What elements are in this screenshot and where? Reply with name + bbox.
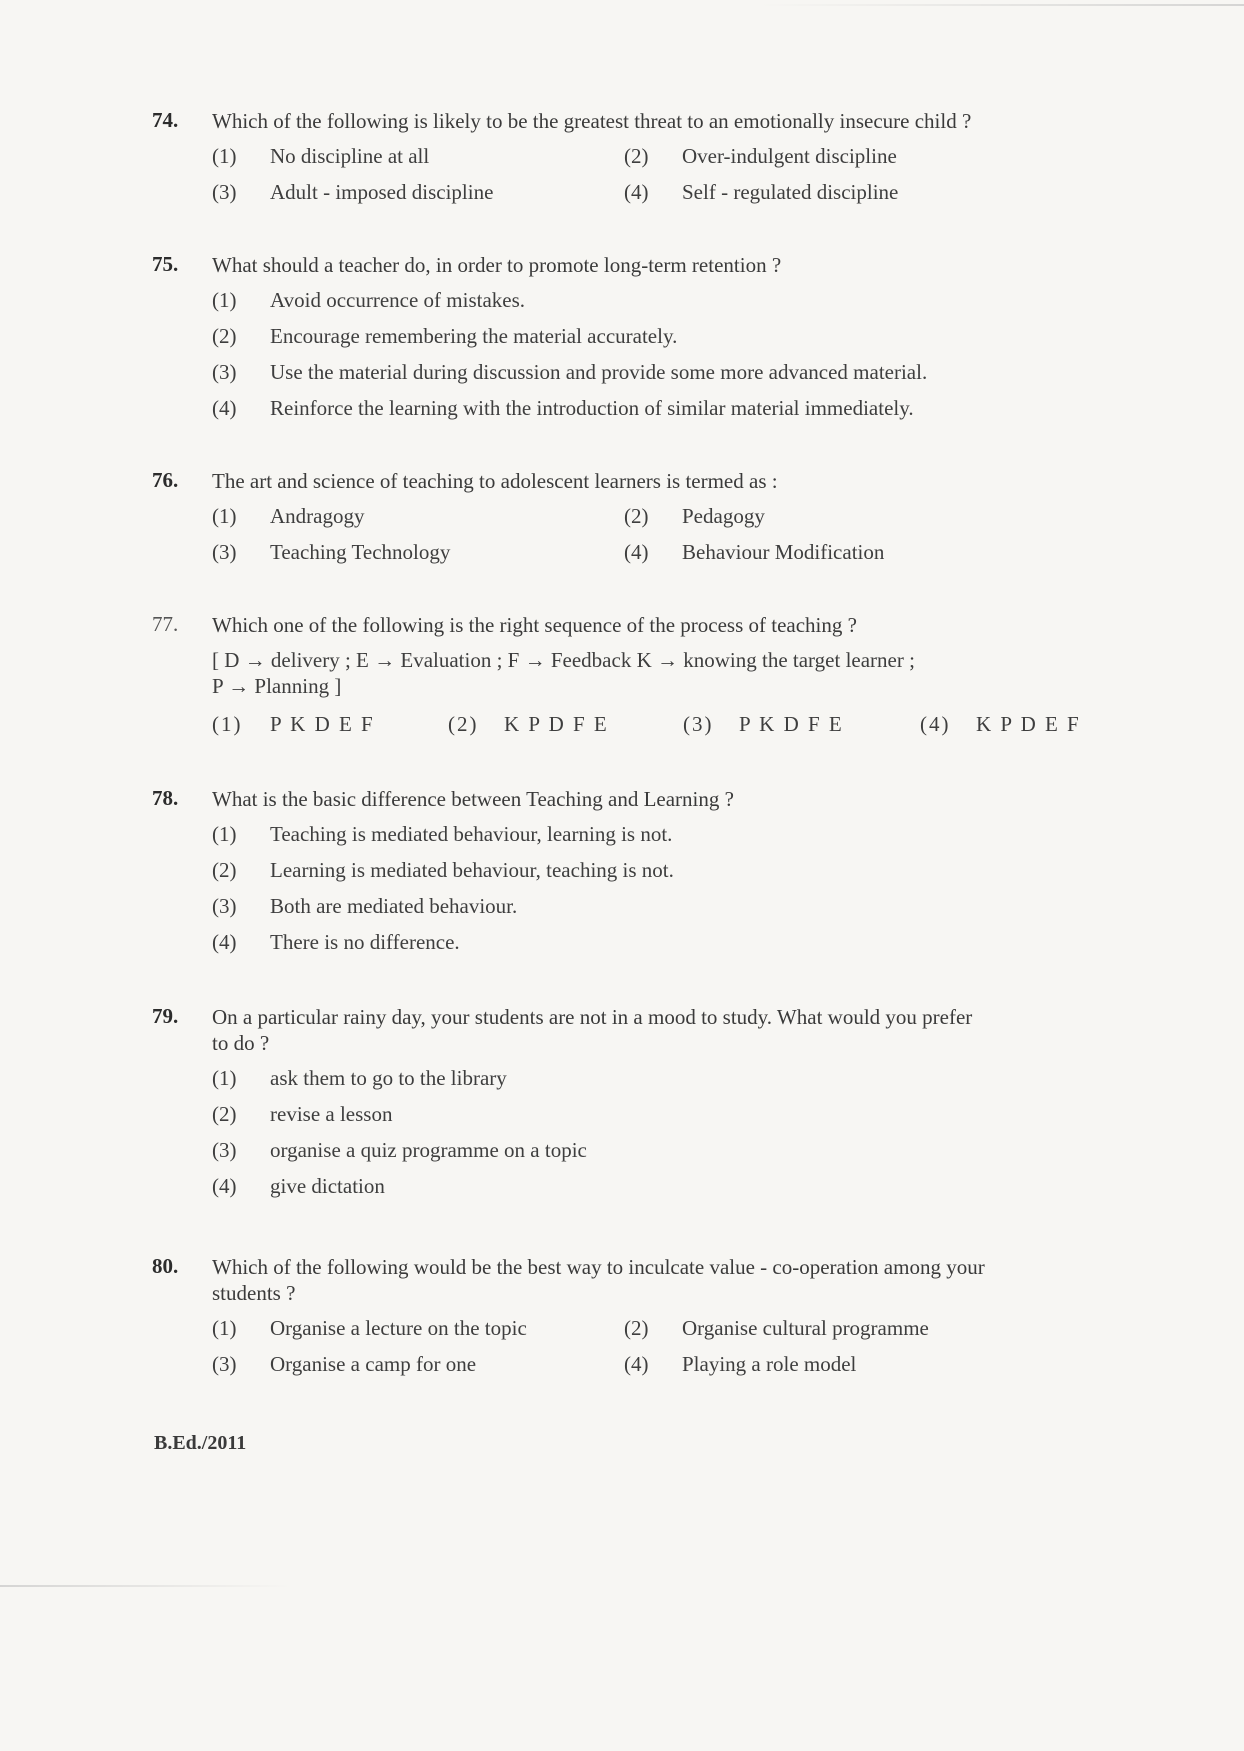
option-number: (1) bbox=[212, 144, 237, 168]
option-number: (2) bbox=[212, 858, 237, 882]
option-text: Playing a role model bbox=[682, 1352, 857, 1376]
option-number: (2) bbox=[624, 144, 649, 168]
legend-line-2: P → Planning ] bbox=[212, 674, 342, 698]
option-4 bbox=[212, 930, 460, 955]
option-number: (2) bbox=[624, 504, 649, 528]
option-4 bbox=[624, 1352, 856, 1377]
option-text: No discipline at all bbox=[270, 144, 430, 168]
option-number: (4) bbox=[212, 1174, 237, 1198]
option-text: Organise a lecture on the topic bbox=[270, 1316, 527, 1340]
question-text: What should a teacher do, in order to promote long-term retention ? bbox=[212, 253, 782, 277]
option-text: Teaching Technology bbox=[270, 540, 451, 564]
option-2 bbox=[212, 1102, 392, 1127]
question-number: 75. bbox=[152, 252, 179, 276]
option-3 bbox=[212, 1138, 587, 1163]
option-number: (3) bbox=[212, 1352, 237, 1376]
option-number: (4) bbox=[212, 930, 237, 954]
option-1 bbox=[212, 712, 375, 737]
option-number: (3) bbox=[212, 1138, 237, 1162]
option-3 bbox=[212, 180, 493, 205]
option-number: (3) bbox=[212, 894, 237, 918]
question-number: 77. bbox=[152, 612, 179, 636]
question-text: Which one of the following is the right sequence of the process of teaching ? bbox=[212, 613, 857, 637]
option-number: (4) bbox=[624, 1352, 649, 1376]
option-number: (2) bbox=[448, 712, 479, 736]
option-text: Organise cultural programme bbox=[682, 1316, 929, 1340]
option-text: Behaviour Modification bbox=[682, 540, 885, 564]
option-number: (1) bbox=[212, 504, 237, 528]
option-4 bbox=[624, 180, 898, 205]
option-text: Both are mediated behaviour. bbox=[270, 894, 518, 918]
option-text: P K D E F bbox=[270, 712, 375, 736]
option-1 bbox=[212, 822, 672, 847]
option-4 bbox=[212, 1174, 385, 1199]
option-number: (1) bbox=[212, 288, 237, 312]
option-number: (2) bbox=[624, 1316, 649, 1340]
option-1 bbox=[212, 504, 364, 529]
option-number: (1) bbox=[212, 712, 243, 736]
option-2 bbox=[624, 1316, 929, 1341]
option-2 bbox=[448, 712, 609, 737]
option-2 bbox=[212, 858, 674, 883]
question-text: Which of the following is likely to be the greatest threat to an emotionally insecure child ? bbox=[212, 109, 972, 133]
option-number: (1) bbox=[212, 1316, 237, 1340]
option-3 bbox=[212, 1352, 476, 1377]
option-number: (4) bbox=[920, 712, 951, 736]
question-number: 80. bbox=[152, 1254, 179, 1278]
question-number: 74. bbox=[152, 108, 179, 132]
question-text: The art and science of teaching to adolescent learners is termed as : bbox=[212, 469, 778, 493]
option-1 bbox=[212, 144, 429, 169]
option-text: give dictation bbox=[270, 1174, 385, 1198]
option-4 bbox=[920, 712, 1081, 737]
scan-artifact-bottom bbox=[0, 1585, 290, 1587]
question-text: What is the basic difference between Teaching and Learning ? bbox=[212, 787, 734, 811]
question-number: 78. bbox=[152, 786, 179, 810]
option-number: (4) bbox=[624, 180, 649, 204]
option-text: Reinforce the learning with the introduction of similar material immediately. bbox=[270, 396, 914, 420]
question-text-line-1: Which of the following would be the best way to inculcate value - co-operation among your bbox=[212, 1255, 985, 1279]
option-text: K P D F E bbox=[504, 712, 609, 736]
option-number: (3) bbox=[683, 712, 714, 736]
option-text: P K D F E bbox=[739, 712, 844, 736]
option-1 bbox=[212, 1316, 527, 1341]
option-text: Andragogy bbox=[270, 504, 365, 528]
option-number: (3) bbox=[212, 540, 237, 564]
option-text: organise a quiz programme on a topic bbox=[270, 1138, 587, 1162]
option-3 bbox=[212, 360, 927, 385]
option-text: Use the material during discussion and provide some more advanced material. bbox=[270, 360, 928, 384]
option-1 bbox=[212, 1066, 507, 1091]
option-2 bbox=[624, 504, 765, 529]
option-text: Organise a camp for one bbox=[270, 1352, 477, 1376]
option-2 bbox=[624, 144, 897, 169]
question-text-line-1: On a particular rainy day, your students are not in a mood to study. What would you prefer bbox=[212, 1005, 973, 1029]
option-4 bbox=[624, 540, 884, 565]
option-text: Over-indulgent discipline bbox=[682, 144, 897, 168]
option-number: (3) bbox=[212, 360, 237, 384]
legend-line-1: [ D → delivery ; E → Evaluation ; F → Feedback K → knowing the target learner ; bbox=[212, 648, 915, 672]
option-number: (1) bbox=[212, 822, 237, 846]
option-3 bbox=[212, 894, 517, 919]
option-number: (4) bbox=[212, 396, 237, 420]
option-text: Learning is mediated behaviour, teaching is not. bbox=[270, 858, 674, 882]
option-text: revise a lesson bbox=[270, 1102, 393, 1126]
page-footer: B.Ed./2011 bbox=[154, 1432, 247, 1454]
option-number: (2) bbox=[212, 1102, 237, 1126]
option-text: ask them to go to the library bbox=[270, 1066, 507, 1090]
option-number: (2) bbox=[212, 324, 237, 348]
option-4 bbox=[212, 396, 914, 421]
option-text: Avoid occurrence of mistakes. bbox=[270, 288, 526, 312]
question-number: 76. bbox=[152, 468, 179, 492]
question-text-line-2: students ? bbox=[212, 1281, 296, 1305]
option-text: Pedagogy bbox=[682, 504, 765, 528]
option-number: (1) bbox=[212, 1066, 237, 1090]
option-text: There is no difference. bbox=[270, 930, 460, 954]
option-text: Adult - imposed discipline bbox=[270, 180, 494, 204]
option-text: Encourage remembering the material accurately. bbox=[270, 324, 678, 348]
option-2 bbox=[212, 324, 677, 349]
option-text: Teaching is mediated behaviour, learning is not. bbox=[270, 822, 673, 846]
scan-artifact-top bbox=[760, 4, 1244, 6]
option-3 bbox=[212, 540, 450, 565]
option-number: (3) bbox=[212, 180, 237, 204]
question-number: 79. bbox=[152, 1004, 179, 1028]
option-1 bbox=[212, 288, 525, 313]
option-text: Self - regulated discipline bbox=[682, 180, 899, 204]
option-text: K P D E F bbox=[976, 712, 1081, 736]
question-text-line-2: to do ? bbox=[212, 1031, 270, 1055]
option-number: (4) bbox=[624, 540, 649, 564]
option-3 bbox=[683, 712, 844, 737]
